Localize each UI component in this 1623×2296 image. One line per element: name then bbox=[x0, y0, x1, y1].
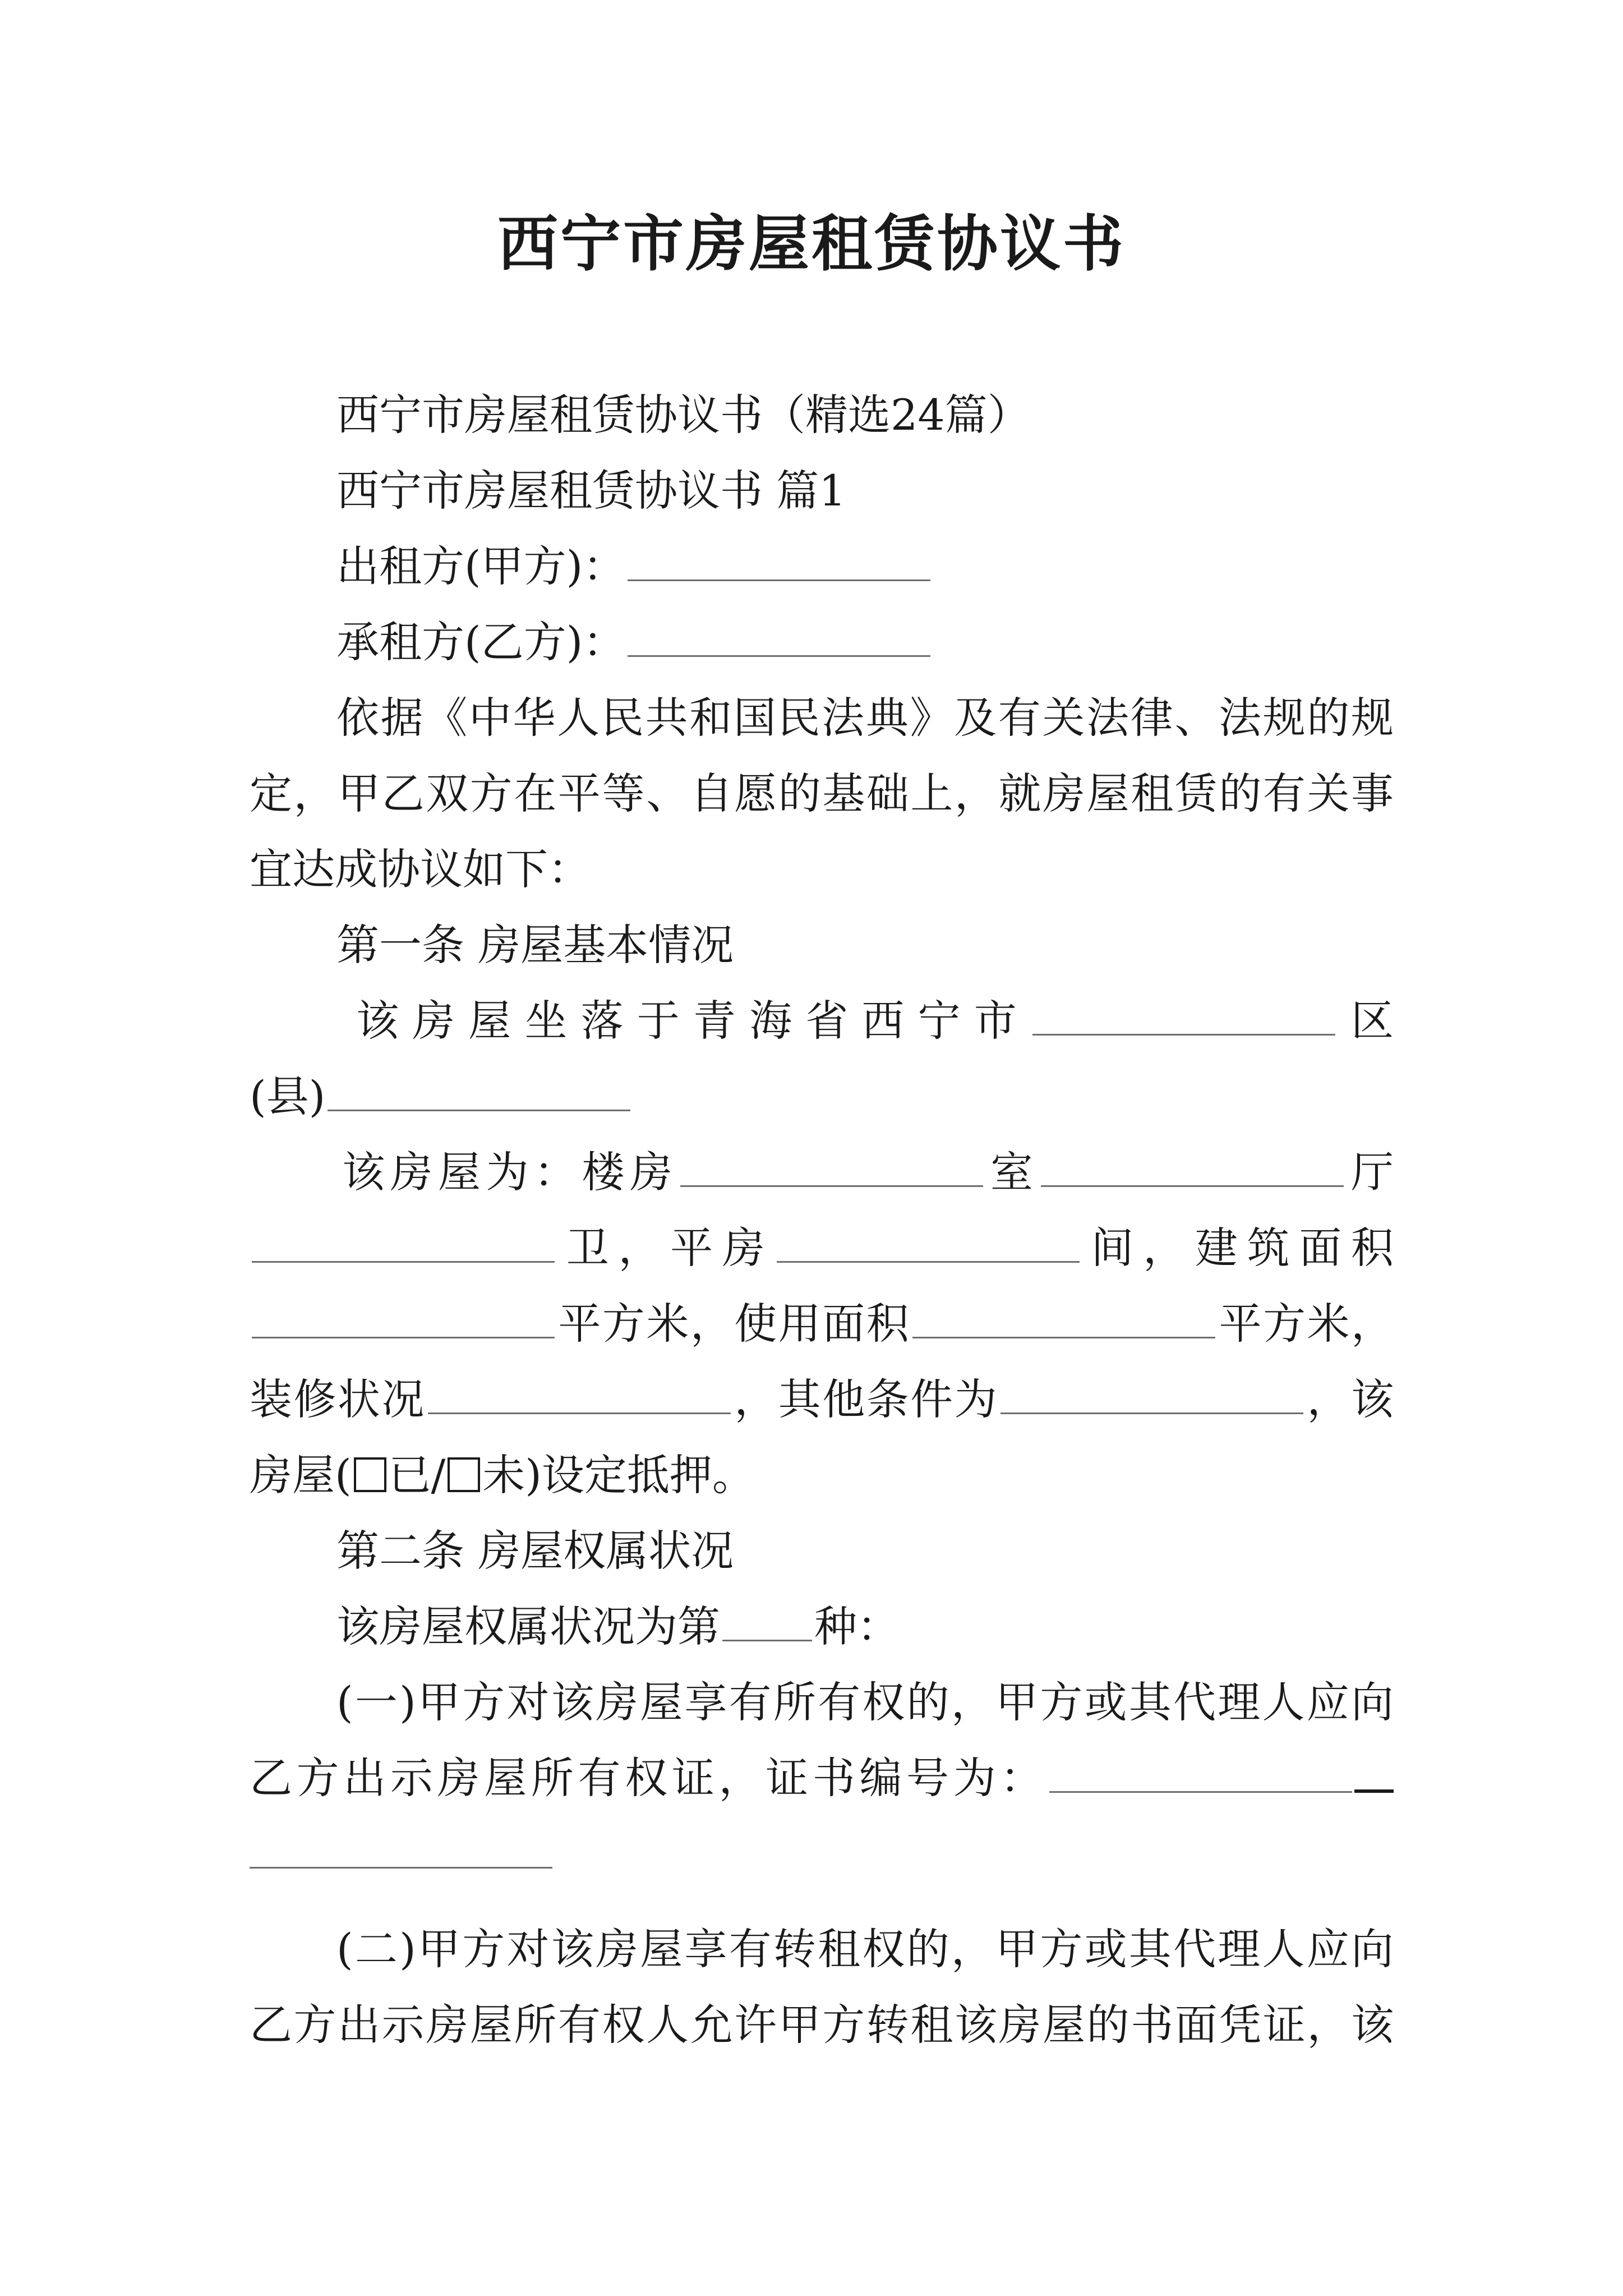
location-line bbox=[356, 993, 1394, 1049]
other-conditions-blank[interactable] bbox=[1000, 1373, 1303, 1414]
lessee-blank[interactable] bbox=[628, 616, 930, 657]
lessor-label: 出租方(甲方)： bbox=[336, 541, 626, 591]
not-mortgaged-checkbox[interactable] bbox=[448, 1457, 480, 1492]
lessor-blank[interactable] bbox=[628, 540, 930, 581]
usable-area-label: 平方米，使用面积 bbox=[557, 1299, 911, 1349]
location-text: 该房屋坐落于青海省西宁市 bbox=[356, 996, 1030, 1046]
certificate-continuation-line bbox=[250, 1826, 555, 1882]
clause-1-line-2 bbox=[250, 1750, 1394, 1806]
intro-line-2: 定，甲乙双方在平等、自愿的基础上，就房屋租赁的有关事 bbox=[250, 769, 1394, 818]
other-conditions-label: ，其他条件为 bbox=[732, 1374, 999, 1424]
subtitle: 西宁市房屋租赁协议书（精选24篇） bbox=[336, 390, 1030, 440]
certificate-label: 乙方出示房屋所有权证，证书编号为： bbox=[250, 1753, 1047, 1803]
mortgage-text-c: 未)设定抵押。 bbox=[482, 1450, 755, 1500]
mortgage-text-a: 房屋( bbox=[250, 1450, 352, 1500]
lessor-line bbox=[336, 539, 933, 595]
halls-label: 厅 bbox=[1345, 1147, 1394, 1197]
clause-1-line-1: (一)甲方对该房屋享有所有权的，甲方或其代理人应向 bbox=[336, 1677, 1394, 1727]
dash-mark bbox=[1354, 1761, 1394, 1793]
rooms-label: 室 bbox=[985, 1147, 1039, 1197]
mortgaged-checkbox[interactable] bbox=[354, 1457, 386, 1492]
county-line bbox=[250, 1069, 633, 1125]
house-type-line bbox=[342, 1144, 1394, 1200]
clause-2-line-2: 乙方出示房屋所有权人允许甲方转租该房屋的书面凭证，该 bbox=[250, 2000, 1394, 2050]
ownership-status-label: 该房屋权属状况为第 bbox=[336, 1602, 720, 1651]
trailing-text: ，该 bbox=[1306, 1374, 1394, 1424]
county-blank[interactable] bbox=[328, 1070, 630, 1111]
sqm-label: 平方米， bbox=[1218, 1299, 1394, 1349]
house-type-label: 该房屋为：楼房 bbox=[342, 1147, 678, 1197]
county-label: (县) bbox=[250, 1071, 326, 1121]
baths-blank[interactable] bbox=[252, 1222, 555, 1263]
area-line bbox=[250, 1296, 1394, 1352]
ownership-status-line bbox=[336, 1599, 900, 1655]
lessee-label: 承租方(乙方)： bbox=[336, 617, 626, 667]
intro-line-1: 依据《中华人民共和国民法典》及有关法律、法规的规 bbox=[336, 693, 1394, 743]
decoration-blank[interactable] bbox=[428, 1373, 731, 1414]
area-label: 间，建筑面积 bbox=[1081, 1223, 1394, 1273]
decoration-line bbox=[250, 1372, 1394, 1428]
district-blank[interactable] bbox=[1032, 995, 1335, 1036]
building-area-blank[interactable] bbox=[252, 1297, 555, 1338]
article-2-heading: 第二条 房屋权属状况 bbox=[336, 1526, 734, 1576]
clause-2-line-1: (二)甲方对该房屋享有转租权的，甲方或其代理人应向 bbox=[336, 1924, 1394, 1974]
part-heading: 西宁市房屋租赁协议书 篇1 bbox=[336, 466, 846, 516]
rooms-blank[interactable] bbox=[680, 1146, 983, 1187]
certificate-number-blank[interactable] bbox=[1049, 1752, 1352, 1793]
ownership-type-suffix: 种： bbox=[814, 1602, 900, 1651]
decoration-label: 装修状况 bbox=[250, 1374, 426, 1424]
mortgage-text-b: 已/ bbox=[388, 1450, 446, 1500]
intro-line-3: 宜达成协议如下： bbox=[250, 844, 591, 894]
ownership-type-blank[interactable] bbox=[722, 1600, 812, 1641]
bungalow-blank[interactable] bbox=[777, 1222, 1080, 1263]
document-title: 西宁市房屋租赁协议书 bbox=[497, 209, 1126, 279]
district-label: 区 bbox=[1337, 996, 1394, 1046]
bath-label: 卫，平房 bbox=[557, 1223, 774, 1273]
article-1-heading: 第一条 房屋基本情况 bbox=[336, 920, 734, 970]
mortgage-line bbox=[250, 1447, 755, 1503]
usable-area-blank[interactable] bbox=[912, 1297, 1215, 1338]
certificate-number-blank-2[interactable] bbox=[250, 1828, 552, 1869]
halls-blank[interactable] bbox=[1041, 1146, 1344, 1187]
lessee-line bbox=[336, 614, 933, 670]
bath-line bbox=[250, 1220, 1394, 1276]
